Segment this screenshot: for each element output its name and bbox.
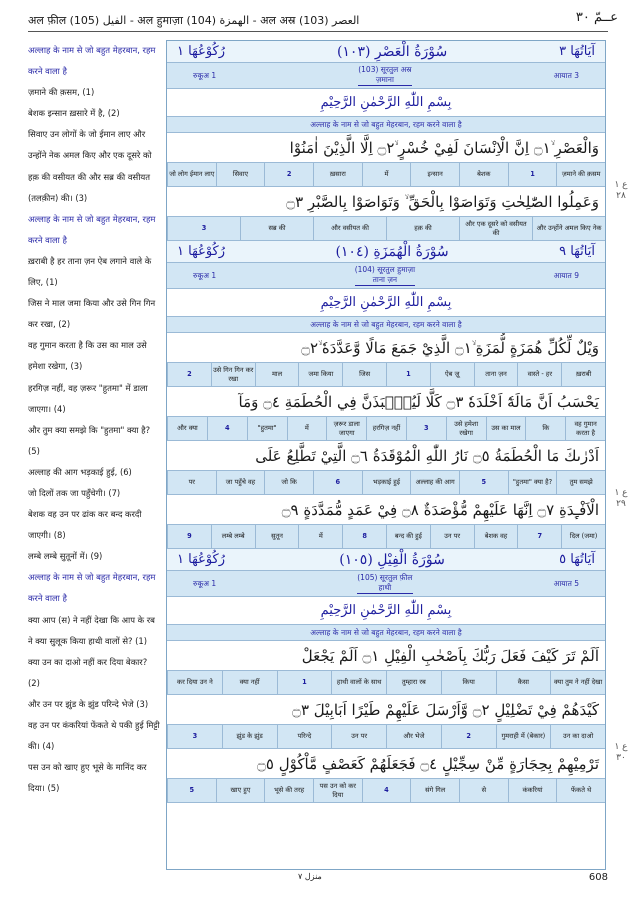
word-meaning: संगे गिल	[410, 779, 459, 802]
arabic-verse-row	[167, 441, 605, 471]
word-meaning: दिल (जमा)	[561, 525, 605, 548]
word-meaning: जिस	[342, 363, 386, 386]
bismillah: بِسْمِ اللّٰهِ الرَّحْمٰنِ الرَّحِيْمِ	[320, 95, 452, 110]
translation-paragraph: बेशक इन्सान ख़सारे में है, (2)	[28, 108, 120, 119]
bismillah-row	[167, 289, 605, 317]
word-translations	[167, 671, 605, 694]
verse-number: 2	[441, 725, 496, 748]
translation-paragraph: अल्लाह के नाम से जो बहुत मेहरबान, रहम करने वाला है	[28, 213, 156, 245]
word-meaning: और उन्होंने अमल किए नेक	[532, 217, 605, 240]
word-meaning: उसे गिन गिन कर रखा	[211, 363, 255, 386]
word-meaning: कंकरियां	[508, 779, 557, 802]
word-meaning: उस का माल	[486, 417, 526, 440]
arabic-verse-row	[167, 641, 605, 671]
arabic-verse-row	[167, 695, 605, 725]
header-surah-names: अल फ़ील (105) الفيل - अल हुमाज़ा (104) الهمزة - अल अस्र (103) العصر	[28, 14, 360, 27]
ayat-label: आयात 3	[553, 70, 579, 80]
word-meaning: पर	[167, 471, 216, 494]
surah-info-bar	[167, 63, 605, 89]
word-translations	[167, 471, 605, 494]
word-translations	[167, 363, 605, 386]
word-meaning: जो लोग ईमान लाए	[167, 163, 216, 186]
surah-name-box	[355, 265, 415, 286]
surah-name-label: (103) सूरतुल अस्र	[358, 65, 412, 74]
word-translation-row	[167, 163, 605, 187]
surah-name-box	[357, 573, 412, 594]
verse-number: 2	[264, 163, 313, 186]
arabic-verse: وَعَمِلُوا الصّٰلِحٰتِ وَتَوَاصَوْا بِالْحَقِّ ۙ وَتَوَاصَوْا بِالصَّبْرِ ۝٣	[286, 192, 599, 211]
word-meaning: और एक दूसरे को वसीयत की	[459, 217, 532, 240]
word-meaning: किया	[441, 671, 496, 694]
word-meaning: "हुतमा"	[247, 417, 287, 440]
ruku-label: रुकूअ 1	[193, 578, 217, 588]
translation-paragraph: लम्बे लम्बे सुतूनों में। (9)	[28, 551, 103, 562]
word-meaning: कि	[525, 417, 565, 440]
word-meaning: गुमराही में (बेकार)	[496, 725, 551, 748]
verse-number: 6	[313, 471, 362, 494]
arabic-verse-row	[167, 133, 605, 163]
word-meaning: जा पहुँचे वह	[216, 471, 265, 494]
word-meaning: जमा किया	[298, 363, 342, 386]
word-translation-row	[167, 725, 605, 749]
word-translations	[167, 525, 605, 548]
word-meaning: वास्ते - हर	[517, 363, 561, 386]
verse-number: 7	[517, 525, 561, 548]
word-meaning: ऐब ज़ू	[430, 363, 474, 386]
word-meaning: वह गुमान करता है	[565, 417, 605, 440]
translation-paragraph: ज़माने की क़सम, (1)	[28, 87, 95, 98]
translation-paragraph: वह गुमान करता है कि उस का माल उसे हमेशा रखेगा, (3)	[28, 340, 147, 372]
surah-ruku-count: رُكُوْعُهَا ١	[177, 552, 226, 567]
bismillah-translation: अल्लाह के नाम से जो बहुत मेहरबान, रहम करने वाला है	[310, 320, 462, 329]
arabic-verse-row	[167, 387, 605, 417]
arabic-verse-row	[167, 749, 605, 779]
word-translations	[167, 163, 605, 186]
word-meaning: उन पर	[331, 725, 386, 748]
surah-info	[167, 263, 605, 288]
word-meaning: क्या नहीं	[222, 671, 277, 694]
surah-title-bar	[167, 549, 605, 571]
surah-meaning: ताना ज़न	[372, 275, 398, 284]
bismillah-translation: अल्लाह के नाम से जो बहुत मेहरबान, रहम करने वाला है	[310, 120, 462, 129]
arabic-verse: كَيْدَهُمْ فِيْ تَضْلِيْلٍ ۝٢ وَّاَرْسَلَ عَلَيْهِمْ طَيْرًا اَبَابِيْلَ ۝٣	[292, 700, 599, 719]
ruku-marker: ع ١ ٢٩	[614, 488, 628, 509]
word-meaning: परिन्दे	[277, 725, 332, 748]
word-meaning: हाथी वालों के साथ	[331, 671, 386, 694]
surah-name-label: (105) सूरतुल फ़ील	[357, 573, 413, 582]
verse-number: 3	[167, 217, 240, 240]
translation-paragraph: हरगिज़ नहीं, वह ज़रूर "हुतमा" में डाला जाएगा। (4)	[28, 382, 148, 414]
translation-paragraph: पस उन को खाए हुए भूसे के मानिंद कर दिया। (5)	[28, 762, 147, 794]
word-meaning: पस उन को कर दिया	[313, 779, 362, 802]
surah-arabic-name: (١٠٤) سُوْرَةُ الْهُمَزَةِ	[335, 243, 449, 260]
translation-paragraph: और उन पर झुंड के झुंड परिन्दे भेजे (3)	[28, 698, 149, 709]
translation-paragraph: क्या आप (स) ने नहीं देखा कि आप के रब ने क्या सुलूक किया हाथी वालों से? (1)	[28, 614, 155, 646]
bismillah-translation: अल्लाह के नाम से जो बहुत मेहरबान, रहम करने वाला है	[310, 628, 462, 637]
word-translations	[167, 217, 605, 240]
surah-title	[167, 241, 605, 262]
word-meaning: तुम्हारा रब	[386, 671, 441, 694]
surah-ruku-count: رُكُوْعُهَا ١	[177, 44, 226, 59]
arabic-verse: اَلَمْ تَرَ كَيْفَ فَعَلَ رَبُّكَ بِاَصْحٰبِ الْفِيْلِ ۝١ اَلَمْ يَجْعَلْ	[301, 646, 599, 665]
surah-arabic-name: (١٠٥) سُوْرَةُ الْفِيْلِ	[339, 551, 445, 568]
translation-paragraph: सिवाए उन लोगों के जो ईमान लाए और उन्होंने नेक अमल किए और एक दूसरे को हक़ की वसीयत की और सब्र की वसीयत (तलक़ीन) की। (3)	[28, 129, 152, 203]
word-meaning: खाए हुए	[216, 779, 265, 802]
word-translation-row	[167, 671, 605, 695]
word-meaning: बेशक वह	[474, 525, 518, 548]
word-meaning: ज़माने की क़सम	[556, 163, 605, 186]
word-meaning: कर दिया उन ने	[167, 671, 222, 694]
word-meaning: उसे हमेशा रखेगा	[446, 417, 486, 440]
ruku-marker: ع ١ ٢٨	[614, 180, 628, 201]
word-meaning: ताना ज़न	[474, 363, 518, 386]
word-meaning: क्या तुम ने नहीं देखा	[550, 671, 605, 694]
verse-number: 3	[406, 417, 446, 440]
verse-number: 1	[508, 163, 557, 186]
surah-title-bar	[167, 41, 605, 63]
verse-number: 4	[207, 417, 247, 440]
header-divider	[28, 31, 608, 32]
page-number: 608	[588, 872, 608, 883]
word-translations	[167, 417, 605, 440]
word-meaning: में	[287, 417, 327, 440]
manzil-label: منزل ٧	[298, 872, 322, 881]
translation-paragraph: जिस ने माल जमा किया और उसे गिन गिन कर रखा, (2)	[28, 298, 156, 330]
word-meaning: भड़काई हुई	[362, 471, 411, 494]
word-meaning: तुम समझे	[556, 471, 605, 494]
translation-paragraph: वह उन पर कंकरियां फेंकते थे पकी हुई मिट्टी की। (4)	[28, 720, 160, 752]
verse-number: 2	[167, 363, 211, 386]
ruku-marker: ع ١ ٣٠	[614, 742, 628, 763]
surah-info	[167, 63, 605, 88]
surah-ayat-count: آيَاتُهَا ٩	[559, 244, 595, 259]
word-meaning: हक़ की	[386, 217, 459, 240]
surah-name-box	[358, 65, 411, 86]
translation-paragraph: अल्लाह के नाम से जो बहुत मेहरबान, रहम करने वाला है	[28, 572, 156, 604]
arabic-verse: وَيْلٌ لِّكُلِّ هُمَزَةٍ لُّمَزَةِ ۙ۝١ الَّذِيْ جَمَعَ مَالًا وَّعَدَّدَهٗ ۙ۝٢	[301, 338, 599, 357]
arabic-verse: يَحْسَبُ اَنَّ مَالَهٗٓ اَخْلَدَهٗ ۝٣ كَلَّا لَيُنْۢبَذَنَّ فِي الْحُطَمَةِ ۝٤ وَمَآ	[238, 392, 599, 411]
bismillah-translation-row	[167, 117, 605, 133]
word-meaning: "हुतमा" क्या है?	[508, 471, 557, 494]
word-translations	[167, 725, 605, 748]
verse-number: 9	[167, 525, 211, 548]
word-meaning: हरगिज़ नहीं	[366, 417, 406, 440]
bismillah: بِسْمِ اللّٰهِ الرَّحْمٰنِ الرَّحِيْمِ	[320, 295, 452, 310]
ayat-label: आयात 5	[553, 578, 579, 588]
word-meaning: बेशक	[459, 163, 508, 186]
word-meaning: और क्या	[167, 417, 207, 440]
bismillah: بِسْمِ اللّٰهِ الرَّحْمٰنِ الرَّحِيْمِ	[320, 603, 452, 618]
word-meaning: ख़सारा	[313, 163, 362, 186]
page-header	[28, 10, 624, 30]
word-meaning: जो कि	[264, 471, 313, 494]
translation-paragraph: अल्लाह की आग भड़काई हुई, (6)	[28, 466, 132, 477]
surah-title	[167, 41, 605, 62]
bismillah-translation-row	[167, 625, 605, 641]
bismillah-row	[167, 597, 605, 625]
word-meaning: सब्र की	[240, 217, 313, 240]
surah-ayat-count: آيَاتُهَا ٥	[559, 552, 595, 567]
surah-meaning: ज़माना	[375, 75, 394, 84]
surah-ayat-count: آيَاتُهَا ٣	[559, 44, 595, 59]
word-meaning: झुंड के झुंड	[222, 725, 277, 748]
word-meaning: सिवाए	[216, 163, 265, 186]
bismillah-row	[167, 89, 605, 117]
header-para-name: عــمّ ٣٠	[575, 10, 618, 25]
translation-paragraph: जो दिलों तक जा पहुँचेगी। (7)	[28, 487, 121, 498]
word-meaning: लम्बे लम्बे	[211, 525, 255, 548]
word-meaning: से	[459, 779, 508, 802]
verse-number: 8	[342, 525, 386, 548]
ruku-label: रुकूअ 1	[193, 70, 217, 80]
quran-panel	[166, 40, 606, 870]
translation-paragraph: अल्लाह के नाम से जो बहुत मेहरबान, रहम करने वाला है	[28, 45, 156, 77]
surah-title	[167, 549, 605, 570]
translation-paragraph: ख़राबी है हर ताना ज़न ऐब लगाने वाले के लिए, (1)	[28, 255, 152, 288]
verse-number: 5	[459, 471, 508, 494]
ruku-label: रुकूअ 1	[193, 270, 217, 280]
word-translations	[167, 779, 605, 802]
word-meaning: माल	[255, 363, 299, 386]
word-meaning: इन्सान	[410, 163, 459, 186]
verse-number: 1	[386, 363, 430, 386]
arabic-verse: تَرْمِيْهِمْ بِحِجَارَةٍ مِّنْ سِجِّيْلٍ ۝٤ فَجَعَلَهُمْ كَعَصْفٍ مَّاْكُوْلٍ ۝٥	[257, 754, 599, 773]
arabic-verse-row	[167, 333, 605, 363]
verse-number: 4	[362, 779, 411, 802]
word-translation-row	[167, 363, 605, 387]
translation-paragraph: बेशक वह उन पर ढांक कर बन्द करदी जाएगी। (8)	[28, 509, 142, 541]
word-meaning: भूसे की तरह	[264, 779, 313, 802]
word-translation-row	[167, 217, 605, 241]
page-footer	[28, 872, 608, 888]
word-meaning: में	[298, 525, 342, 548]
arabic-verse: وَالْعَصْرِ ۙ۝١ اِنَّ الْاِنْسَانَ لَفِيْ خُسْرٍ ۙ۝٢ اِلَّا الَّذِيْنَ اٰمَنُوْا	[289, 138, 599, 157]
arabic-verse: اَدْرٰىكَ مَا الْحُطَمَةُ ۝٥ نَارُ اللّٰهِ الْمُوْقَدَةُ ۝٦ الَّتِيْ تَطَّلِعُ عَلَى	[255, 446, 599, 465]
translation-paragraph: और तुम क्या समझे कि "हुतमा" क्या है? (5)	[28, 424, 151, 456]
verse-number: 5	[167, 779, 216, 802]
verse-number: 1	[277, 671, 332, 694]
word-translation-row	[167, 471, 605, 495]
surah-ruku-count: رُكُوْعُهَا ١	[177, 244, 226, 259]
word-meaning: सुतून	[255, 525, 299, 548]
arabic-verse-row	[167, 495, 605, 525]
translation-paragraph: क्या उन का दाओ नहीं कर दिया बेकार? (2)	[28, 656, 148, 688]
arabic-verse: الْاَفْـِٕدَةِ ۝٧ اِنَّهَا عَلَيْهِمْ مُّؤْصَدَةٌ ۝٨ فِيْ عَمَدٍ مُّمَدَّدَةٍ ۝٩	[281, 500, 599, 519]
word-translation-row	[167, 525, 605, 549]
surah-info-bar	[167, 571, 605, 597]
word-meaning: उन का दाओ	[550, 725, 605, 748]
surah-name-label: (104) सूरतुल हुमाज़ा	[354, 265, 416, 274]
word-meaning: उन पर	[430, 525, 474, 548]
word-translation-row	[167, 779, 605, 803]
verse-number: 3	[167, 725, 222, 748]
surah-title-bar	[167, 241, 605, 263]
word-translation-row	[167, 417, 605, 441]
word-meaning: में	[362, 163, 411, 186]
bismillah-translation-row	[167, 317, 605, 333]
word-meaning: और वसीयत की	[313, 217, 386, 240]
surah-info	[167, 571, 605, 596]
surah-info-bar	[167, 263, 605, 289]
word-meaning: बन्द की हुई	[386, 525, 430, 548]
word-meaning: और भेजे	[386, 725, 441, 748]
translation-column	[28, 40, 160, 870]
word-meaning: ख़राबी	[561, 363, 605, 386]
word-meaning: फेंकते थे	[556, 779, 605, 802]
ayat-label: आयात 9	[553, 270, 579, 280]
surah-arabic-name: (١٠٣) سُوْرَةُ الْعَصْرِ	[336, 43, 448, 60]
surah-meaning: हाथी	[378, 583, 392, 592]
word-meaning: ज़रूर डाला जाएगा	[326, 417, 366, 440]
word-meaning: अल्लाह की आग	[410, 471, 459, 494]
arabic-verse-row	[167, 187, 605, 217]
word-meaning: कैसा	[496, 671, 551, 694]
